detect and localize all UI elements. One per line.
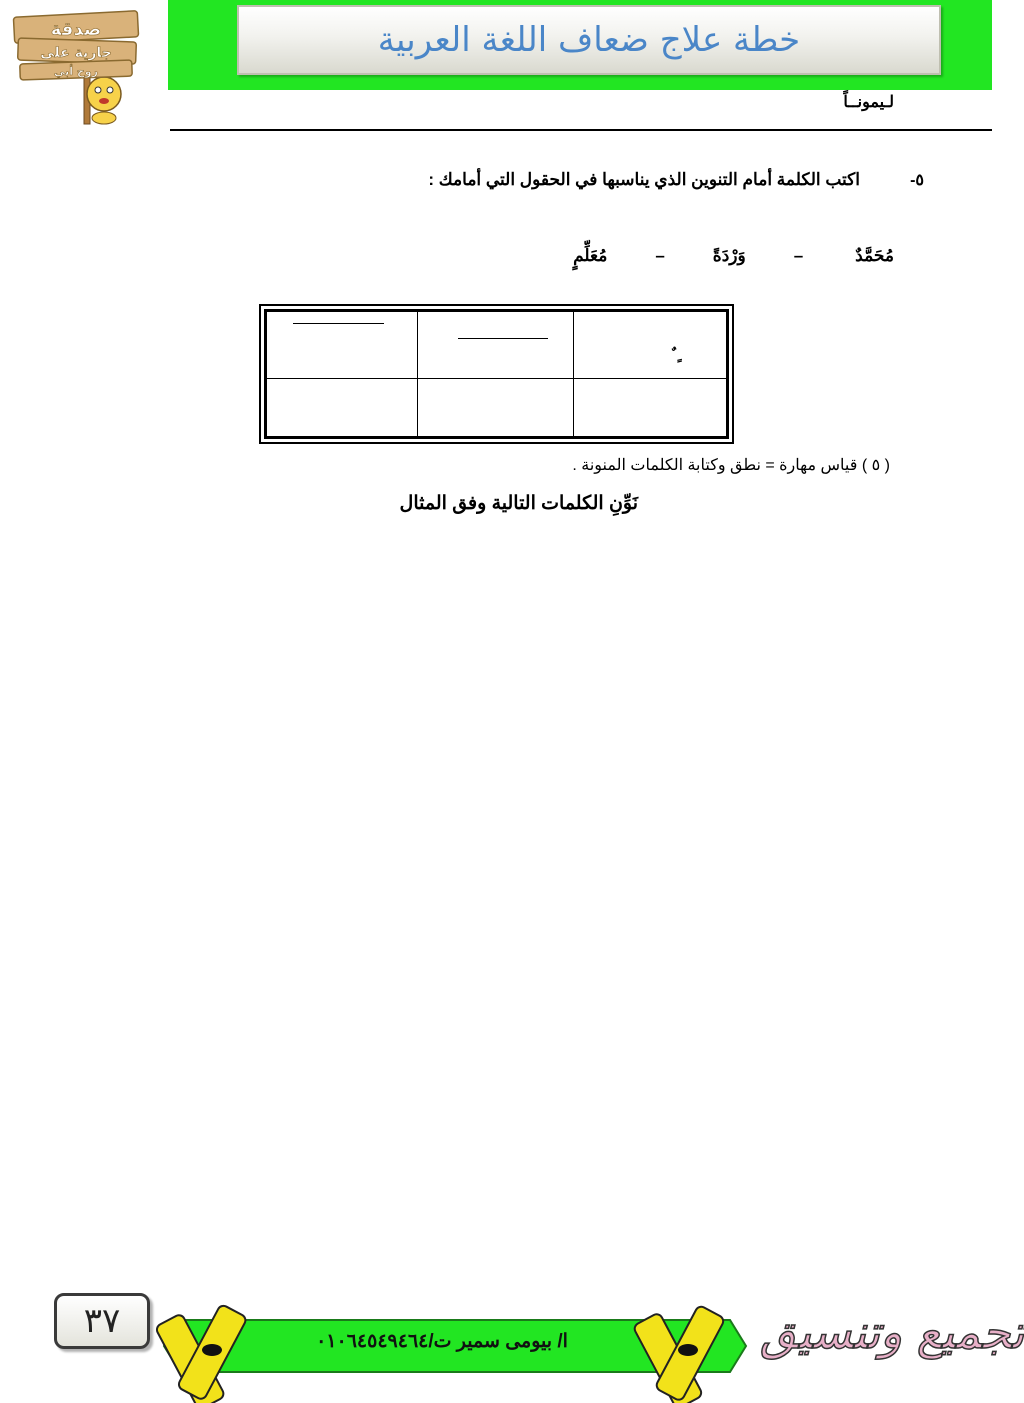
word-list [573,246,894,266]
instruction-heading: نَوِّنِ الكلمات التالية وفق المثال [399,493,638,514]
compiled-by-signature: تجميع وتنسيق [760,1305,1024,1359]
header-divider [170,129,992,131]
charity-sign-logo [6,6,146,126]
svg-text:صدقة: صدقة [50,19,102,40]
header-word: لـيمونــاً [843,94,894,111]
page-number-badge [54,1293,150,1349]
answer-blank-line[interactable] [458,338,548,339]
table-row-divider [264,378,729,379]
character-head-icon [87,77,121,111]
page-number: ٣٧ [83,1301,121,1341]
title-box [237,5,941,75]
question-text: اكتب الكلمة أمام التنوين الذي يناسبها في الحقول التي أمامك : [428,170,860,189]
sign-board-3 [20,60,132,80]
skill-note: ( ٥ ) قياس مهارة = نطق وكتابة الكلمات المنونة . [572,457,890,474]
word-item: مُحَمَّدٌ [855,246,894,265]
author-credit: ا/ بيومى سمير ت/٠١٠٦٤٥٤٩٤٦٤ [316,1331,568,1352]
answer-blank-line[interactable] [293,323,384,324]
table-column-divider [417,309,418,439]
word-separator: – [793,246,804,265]
table-column-divider [573,309,574,439]
answer-cell[interactable] [575,380,726,436]
svg-text:روح أبي: روح أبي [54,65,98,78]
answer-cell[interactable] [419,380,572,436]
word-separator: – [655,246,665,265]
word-item: مُعَلِّمٍ [573,246,608,265]
tanween-mark: ٍ ٌ [672,346,677,362]
word-item: وَرْدَةً [712,246,746,265]
page-title: خطة علاج ضعاف اللغة العربية [377,20,801,60]
question-number: ٥- [910,172,924,189]
svg-text:جارية على: جارية على [40,45,112,61]
answer-cell[interactable] [266,380,416,436]
